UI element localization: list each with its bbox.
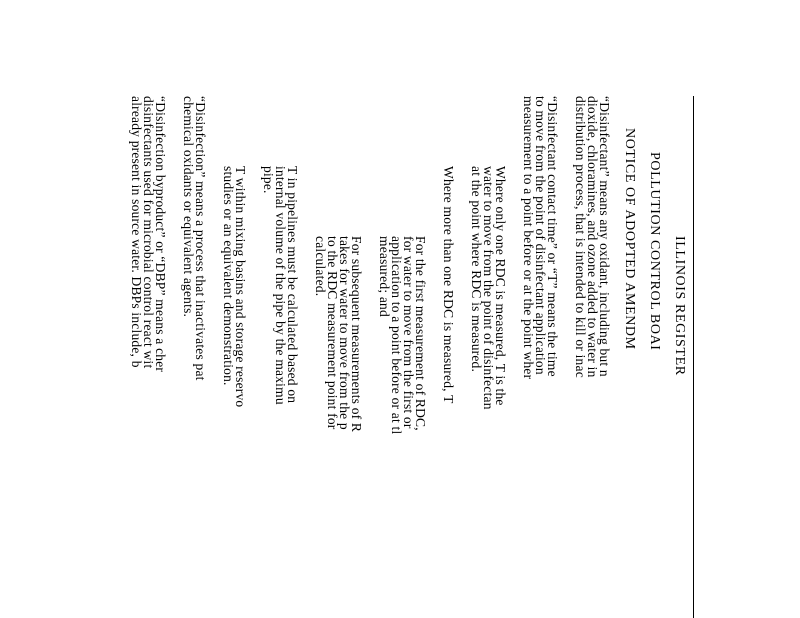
text-line: dioxide, chloramines, and ozone added to water in (585, 96, 600, 378)
text-line: For subsequent measurements of R (349, 236, 364, 433)
text-line: calculated. (313, 236, 328, 297)
text-line: application to a point before or at tl (389, 236, 404, 435)
text-line: For the first measurement of RDC, (413, 236, 428, 431)
text-line: distribution process, that is intended to kill or inac (573, 96, 588, 378)
text-line: for water to move from the first or (401, 236, 416, 429)
board-title: POLLUTION CONTROL BOAI (647, 152, 662, 351)
text-line: Where more than one RDC is measured, T (441, 166, 456, 404)
text-line: pipe. (261, 166, 276, 194)
text-line: at the point where RDC is measured. (469, 166, 484, 373)
text-line: measured; and (377, 236, 392, 317)
rotated-document-text (54, 96, 694, 618)
text-line: “Disinfection byproduct” or “DBP” means a cher (153, 96, 168, 373)
text-line: water to move from the point of disinfectan (481, 166, 496, 410)
text-line: “Disinfectant” means any oxidant, including but n (597, 96, 612, 377)
text-line: “Disinfectant contact time” or “T” means the time (545, 96, 560, 377)
text-line: disinfectants used for microbial control react wit (141, 96, 156, 369)
text-line: internal volume of the pipe by the maximu (273, 166, 288, 405)
text-line: takes for water to move from the p (337, 236, 352, 430)
text-line: T in pipelines must be calculated based on (285, 166, 300, 404)
text-line: to the RDC measurement point for (325, 236, 340, 430)
text-line: already present in source water. DBPs include, b (129, 96, 144, 368)
text-line: Where only one RDC is measured, T is the (493, 166, 508, 406)
register-title: ILLINOIS REGISTER (672, 236, 687, 376)
notice-title: NOTICE OF ADOPTED AMENDM (622, 128, 637, 350)
header-rule (693, 96, 694, 618)
text-line: studies or an equivalent demonstration. (221, 166, 236, 386)
text-line: “Disinfection” means a process that inactivates pat (193, 96, 208, 381)
text-line: to move from the point of disinfectant application (533, 96, 548, 375)
text-line: chemical oxidants or equivalent agents. (181, 96, 196, 318)
text-line: T within mixing basins and storage reservo (233, 166, 248, 408)
text-line: measurement to a point before or at the point wher (521, 96, 536, 380)
